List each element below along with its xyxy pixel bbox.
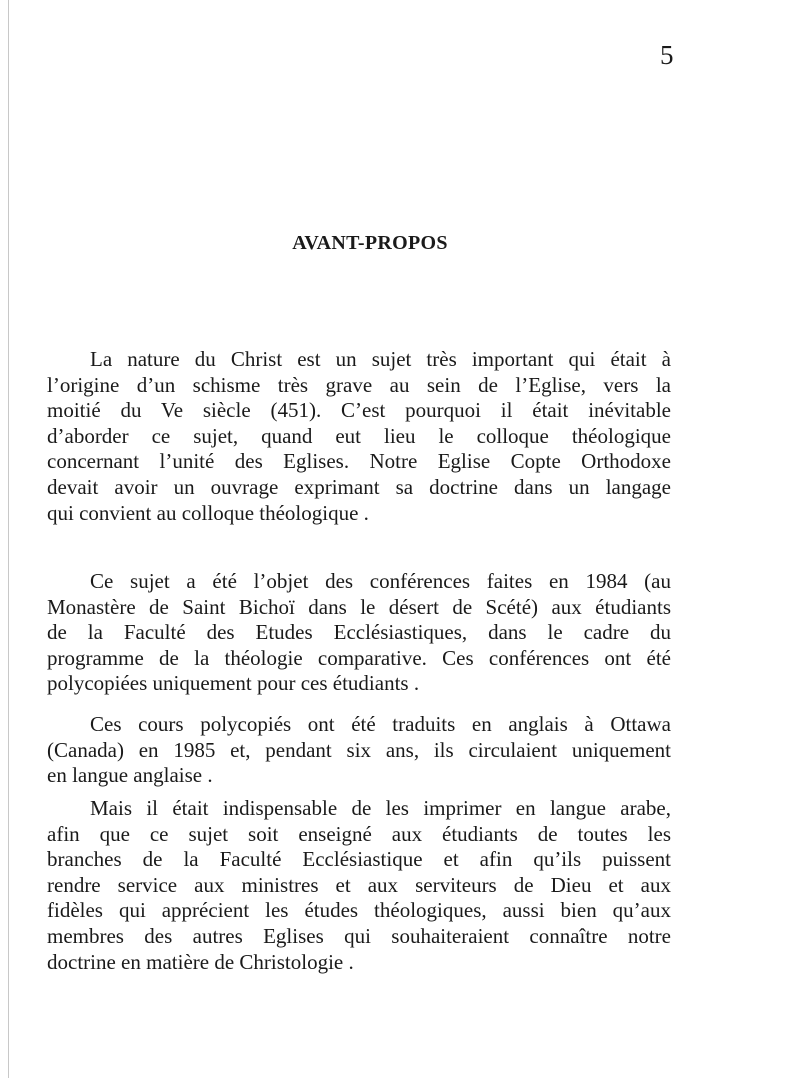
text-line: afin que ce sujet soit enseigné aux étudiants de toutes les (47, 821, 671, 846)
paragraph (47, 796, 671, 975)
text-line: de la Faculté des Etudes Ecclésiastiques, dans le cadre du (47, 620, 671, 645)
text-line: rendre service aux ministres et aux serviteurs de Dieu et aux (47, 872, 671, 897)
text-line: devait avoir un ouvrage exprimant sa doctrine dans un langage (47, 474, 671, 499)
page-number: 5 (660, 40, 674, 70)
text-line: d’aborder ce sujet, quand eut lieu le colloque théologique (47, 423, 671, 448)
text-line: l’origine d’un schisme très grave au sein de l’Eglise, vers la (47, 372, 671, 397)
text-line: Ce sujet a été l’objet des conférences faites en 1984 (au (90, 569, 671, 593)
text-line: qui convient au colloque théologique . (47, 500, 369, 525)
text-line: Ces cours polycopiés ont été traduits en anglais à Ottawa (90, 712, 671, 736)
section-title: AVANT-PROPOS (292, 232, 448, 254)
page-edge-line (8, 0, 9, 1078)
text-line: (Canada) en 1985 et, pendant six ans, ils circulaient uniquement (47, 737, 671, 762)
text-line: branches de la Faculté Ecclésiastique et afin qu’ils puissent (47, 847, 671, 872)
text-line: doctrine en matière de Christologie . (47, 949, 354, 974)
paragraph (47, 712, 671, 789)
text-line: moitié du Ve siècle (451). C’est pourquoi il était inévitable (47, 398, 671, 423)
text-line: Monastère de Saint Bichoï dans le désert de Scété) aux étudiants (47, 594, 671, 619)
text-line: programme de la théologie comparative. Ces conférences ont été (47, 645, 671, 670)
text-line: concernant l’unité des Eglises. Notre Eglise Copte Orthodoxe (47, 449, 671, 474)
paragraph (47, 347, 671, 526)
text-line: Mais il était indispensable de les imprimer en langue arabe, (90, 796, 671, 820)
paragraph (47, 569, 671, 697)
text-line: La nature du Christ est un sujet très important qui était à (90, 347, 671, 371)
text-line: en langue anglaise . (47, 763, 213, 788)
text-line: polycopiées uniquement pour ces étudiants . (47, 671, 420, 696)
text-line: membres des autres Eglises qui souhaiteraient connaître notre (47, 923, 671, 948)
text-line: fidèles qui apprécient les études théologiques, aussi bien qu’aux (47, 898, 671, 923)
